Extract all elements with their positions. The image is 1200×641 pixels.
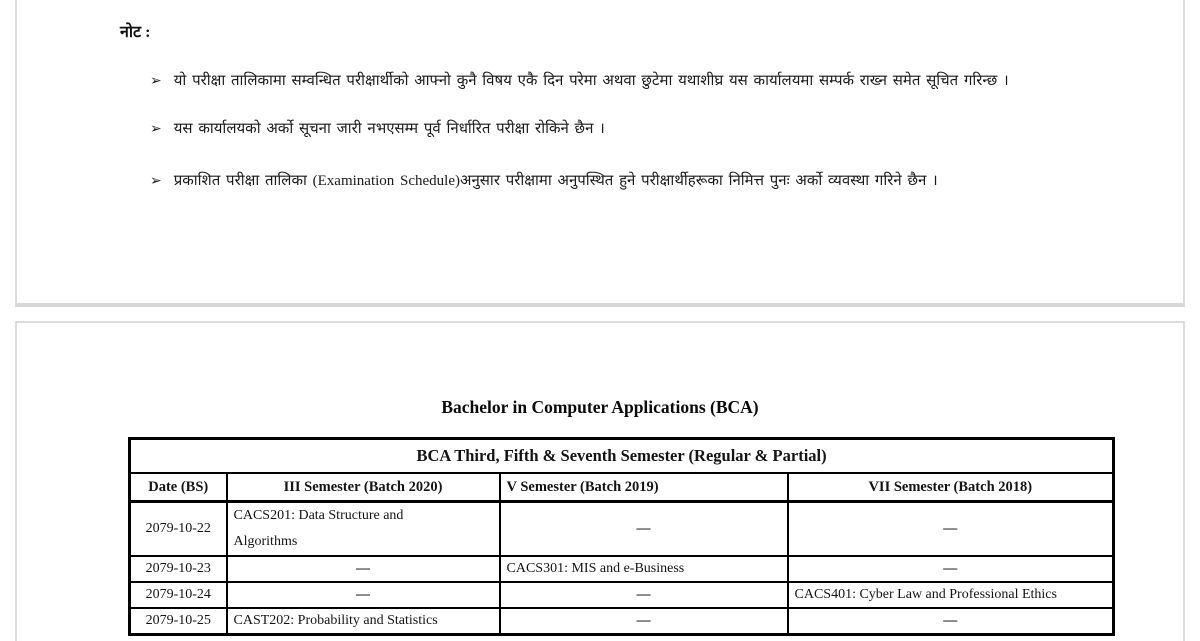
empty-cell: — — [788, 608, 1114, 635]
table-row — [130, 556, 1114, 582]
empty-cell: — — [500, 502, 788, 557]
course-cell: CACS301: MIS and e-Business — [500, 556, 788, 582]
arrowhead-bullet-icon: ➢ — [150, 121, 162, 137]
note-bullet-text: यस कार्यालयको अर्को सूचना जारी नभएसम्म पूर्व निर्धारित परीक्षा रोकिने छैन । — [173, 121, 605, 137]
empty-cell: — — [500, 582, 788, 608]
date-cell: 2079-10-23 — [130, 556, 227, 582]
course-text: CACS201: Data Structure and Algorithms — [233, 508, 404, 549]
column-header-vii-semester: VII Semester (Batch 2018) — [788, 473, 1114, 502]
note-bullet-item — [150, 170, 1123, 192]
table-row — [130, 502, 1114, 557]
table-title-row — [130, 439, 1114, 474]
table-title: BCA Third, Fifth & Seventh Semester (Regular & Partial) — [130, 439, 1114, 474]
empty-cell: — — [227, 582, 500, 608]
table-row — [130, 608, 1114, 635]
note-bullet-item — [150, 118, 1123, 140]
column-header-iii-semester: III Semester (Batch 2020) — [227, 473, 500, 502]
note-bullet-item — [150, 70, 1123, 92]
empty-cell: — — [788, 502, 1114, 557]
empty-cell: — — [227, 556, 500, 582]
column-header-date: Date (BS) — [130, 473, 227, 502]
note-bullet-text: प्रकाशित परीक्षा तालिका (Examination Schedule)अनुसार परीक्षामा अनुपस्थित हुने परीक्षार्थीहरूका निमित्त पुनः अर्को व्यवस्था गरिने छैन । — [173, 173, 938, 189]
schedule-page-panel — [15, 321, 1185, 641]
exam-schedule-table — [128, 437, 1115, 636]
column-header-v-semester: V Semester (Batch 2019) — [500, 473, 788, 502]
course-cell: CAST202: Probability and Statistics — [227, 608, 500, 635]
empty-cell: — — [500, 608, 788, 635]
note-heading: नोट : — [120, 24, 151, 41]
date-cell: 2079-10-25 — [130, 608, 227, 635]
date-cell: 2079-10-24 — [130, 582, 227, 608]
column-header-row — [130, 473, 1114, 502]
date-cell: 2079-10-22 — [130, 502, 227, 557]
note-bullet-text: यो परीक्षा तालिकामा सम्वन्धित परीक्षार्थीको आफ्नो कुनै विषय एकै दिन परेमा अथवा छुटेमा यथाशीघ्र यस कार्यालयमा सम्पर्क राख्न समेत सूचित गरिन्छ । — [173, 73, 1009, 89]
course-cell — [227, 502, 500, 557]
arrowhead-bullet-icon: ➢ — [150, 73, 162, 89]
course-cell: CACS401: Cyber Law and Professional Ethics — [788, 582, 1114, 608]
arrowhead-bullet-icon: ➢ — [150, 173, 162, 189]
notice-page-panel — [15, 0, 1185, 307]
table-row — [130, 582, 1114, 608]
program-title: Bachelor in Computer Applications (BCA) — [441, 397, 759, 417]
empty-cell: — — [788, 556, 1114, 582]
